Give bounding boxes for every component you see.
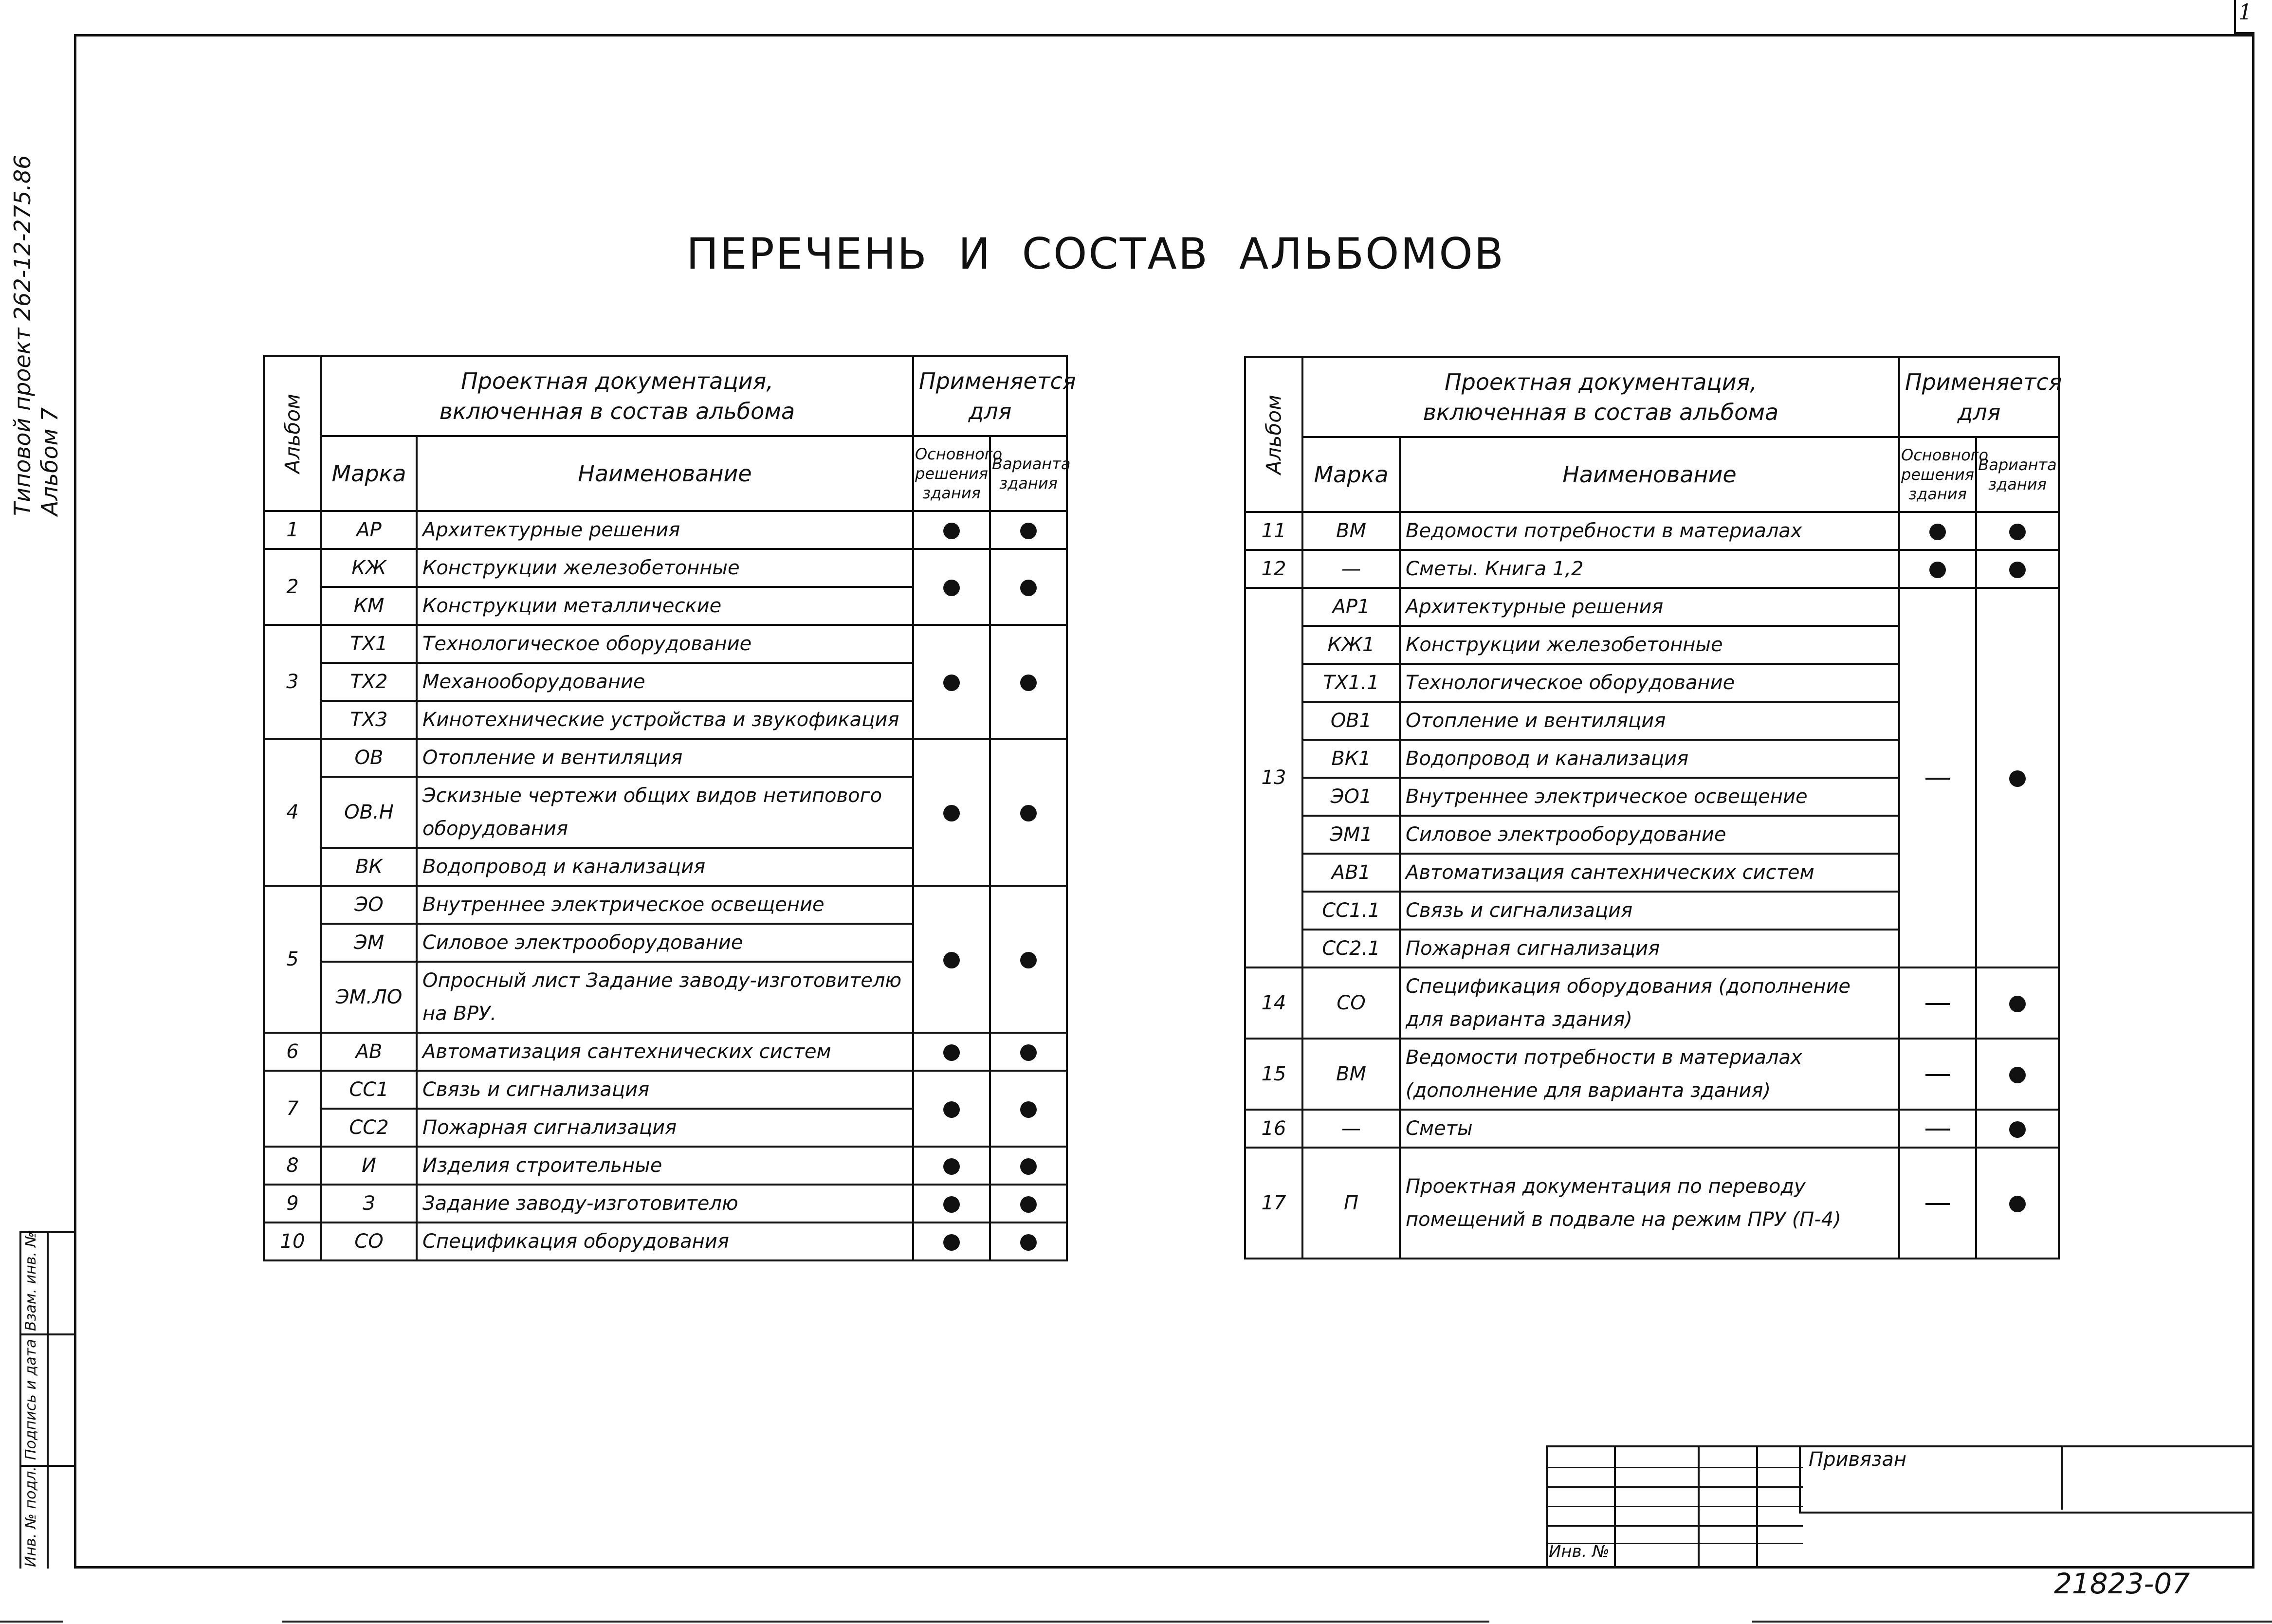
side-title-album: Альбом 7 bbox=[37, 407, 63, 516]
replacement-inv-label: Взам. инв. № bbox=[22, 1232, 39, 1331]
doc-name: Механооборудование bbox=[417, 663, 913, 701]
applies-basic bbox=[1899, 1148, 1976, 1259]
inv-original-label: Инв. № подл. bbox=[22, 1466, 39, 1567]
doc-name: Внутреннее электрическое освещение bbox=[417, 886, 913, 924]
applies-dot-icon bbox=[1020, 1158, 1037, 1175]
applies-variant bbox=[1976, 1148, 2059, 1259]
doc-name: Архитектурные решения bbox=[1400, 588, 1899, 626]
album-number: 8 bbox=[264, 1147, 321, 1185]
side-title-project: Типовой проект 262-12-275.86 bbox=[9, 155, 36, 516]
album-column-header bbox=[1245, 357, 1302, 512]
table-row bbox=[1245, 550, 2059, 588]
doc-name: Связь и сигнализация bbox=[417, 1071, 913, 1109]
applies-dot-icon bbox=[2009, 562, 2026, 578]
table-row bbox=[1245, 1148, 2059, 1259]
applies-dot-icon bbox=[1020, 523, 1037, 539]
doc-group-header: Проектная документация, включенная в состав альбома bbox=[1302, 357, 1899, 437]
doc-name: Ведомости потребности в материалах bbox=[1400, 512, 1899, 550]
doc-mark: КЖ bbox=[321, 549, 417, 587]
applies-basic bbox=[913, 1071, 990, 1147]
albums-table-left bbox=[263, 355, 1076, 1261]
applies-variant bbox=[1976, 1039, 2059, 1110]
doc-name: Автоматизация сантехнических систем bbox=[1400, 854, 1899, 892]
stamp-inv-label: Инв. № bbox=[1549, 1542, 1610, 1561]
album-number: 12 bbox=[1245, 550, 1302, 588]
album-number: 10 bbox=[264, 1223, 321, 1260]
doc-mark: П bbox=[1302, 1148, 1400, 1259]
doc-name: Пожарная сигнализация bbox=[1400, 930, 1899, 967]
album-number: 15 bbox=[1245, 1039, 1302, 1110]
side-title bbox=[9, 136, 77, 516]
doc-mark: — bbox=[1302, 550, 1400, 588]
doc-mark: ЭМ bbox=[321, 924, 417, 962]
name-column-header: Наименование bbox=[1400, 437, 1899, 512]
doc-name: Конструкции железобетонные bbox=[1400, 626, 1899, 664]
doc-mark: ЭМ.ЛО bbox=[321, 962, 417, 1033]
applies-dot-icon bbox=[2009, 770, 2026, 787]
table-row bbox=[264, 1185, 1067, 1223]
not-applies-dash-icon bbox=[1925, 778, 1950, 780]
applies-dot-icon bbox=[943, 1158, 960, 1175]
applies-basic bbox=[1899, 588, 1976, 967]
applies-dot-icon bbox=[943, 1196, 960, 1213]
doc-mark: АР bbox=[321, 511, 417, 549]
not-applies-dash-icon bbox=[1925, 1003, 1950, 1005]
applies-dot-icon bbox=[2009, 1067, 2026, 1083]
table-row bbox=[264, 625, 1067, 663]
doc-mark: СС2 bbox=[321, 1109, 417, 1147]
document-number: 21823-07 bbox=[2054, 1567, 2190, 1600]
applies-dot-icon bbox=[1020, 1101, 1037, 1118]
name-column-header: Наименование bbox=[417, 436, 913, 511]
applies-dot-icon bbox=[1020, 1234, 1037, 1251]
applies-dot-icon bbox=[2009, 524, 2026, 540]
album-number: 16 bbox=[1245, 1110, 1302, 1148]
table-row bbox=[1245, 588, 2059, 626]
doc-mark: ЭМ1 bbox=[1302, 816, 1400, 854]
applies-basic bbox=[1899, 1110, 1976, 1148]
doc-mark: СС2.1 bbox=[1302, 930, 1400, 967]
basic-column-header: Основного решения здания bbox=[1899, 437, 1976, 512]
applies-variant bbox=[990, 739, 1067, 886]
doc-name: Связь и сигнализация bbox=[1400, 892, 1899, 930]
applies-basic bbox=[913, 549, 990, 625]
applies-basic bbox=[1899, 512, 1976, 550]
applies-variant bbox=[990, 511, 1067, 549]
album-number: 17 bbox=[1245, 1148, 1302, 1259]
album-number: 5 bbox=[264, 886, 321, 1033]
doc-mark: СС1 bbox=[321, 1071, 417, 1109]
applies-group-header: Применяется для bbox=[1899, 357, 2059, 437]
table-row bbox=[264, 1033, 1067, 1071]
applies-dot-icon bbox=[1020, 805, 1037, 821]
applies-dot-icon bbox=[943, 675, 960, 691]
doc-mark: ЭО1 bbox=[1302, 778, 1400, 816]
table-row bbox=[264, 1223, 1067, 1260]
doc-mark: ВК1 bbox=[1302, 740, 1400, 778]
table-row bbox=[1245, 967, 2059, 1039]
doc-name: Водопровод и канализация bbox=[1400, 740, 1899, 778]
doc-mark: И bbox=[321, 1147, 417, 1185]
applies-variant bbox=[990, 1033, 1067, 1071]
doc-name: Отопление и вентиляция bbox=[417, 739, 913, 777]
album-column-header bbox=[264, 356, 321, 511]
doc-name: Автоматизация сантехнических систем bbox=[417, 1033, 913, 1071]
doc-name: Ведомости потребности в материалах (дополнение для варианта здания) bbox=[1400, 1039, 1899, 1110]
not-applies-dash-icon bbox=[1925, 1129, 1950, 1131]
mark-column-header: Марка bbox=[1302, 437, 1400, 512]
doc-name: Архитектурные решения bbox=[417, 511, 913, 549]
applies-basic bbox=[913, 625, 990, 739]
applies-dot-icon bbox=[943, 1044, 960, 1061]
album-number: 13 bbox=[1245, 588, 1302, 967]
applies-group-header: Применяется для bbox=[913, 356, 1067, 436]
applies-variant bbox=[990, 1223, 1067, 1260]
applies-dot-icon bbox=[2009, 996, 2026, 1012]
table-row bbox=[264, 511, 1067, 549]
applies-variant bbox=[1976, 588, 2059, 967]
doc-mark: СС1.1 bbox=[1302, 892, 1400, 930]
doc-name: Силовое электрооборудование bbox=[1400, 816, 1899, 854]
applies-variant bbox=[990, 549, 1067, 625]
applies-dot-icon bbox=[1020, 580, 1037, 596]
doc-mark: ВК bbox=[321, 848, 417, 886]
doc-mark: АВ bbox=[321, 1033, 417, 1071]
applies-dot-icon bbox=[943, 523, 960, 539]
applies-dot-icon bbox=[1020, 1196, 1037, 1213]
applies-variant bbox=[990, 1071, 1067, 1147]
applies-dot-icon bbox=[943, 1101, 960, 1118]
applies-variant bbox=[1976, 512, 2059, 550]
applies-variant bbox=[1976, 1110, 2059, 1148]
applies-variant bbox=[990, 625, 1067, 739]
sheet-number: 1 bbox=[2234, 0, 2254, 34]
left-approval-strip bbox=[19, 1231, 74, 1569]
applies-dot-icon bbox=[1929, 562, 1946, 578]
doc-mark: ТХ1.1 bbox=[1302, 664, 1400, 702]
album-number: 1 bbox=[264, 511, 321, 549]
table-row bbox=[264, 739, 1067, 777]
mark-column-header: Марка bbox=[321, 436, 417, 511]
applies-basic bbox=[1899, 1039, 1976, 1110]
applies-dot-icon bbox=[943, 580, 960, 596]
basic-column-header: Основного решения здания bbox=[913, 436, 990, 511]
doc-mark: ТХ1 bbox=[321, 625, 417, 663]
doc-name: Силовое электрооборудование bbox=[417, 924, 913, 962]
doc-mark: ВМ bbox=[1302, 1039, 1400, 1110]
signature-date-label: Подпись и дата bbox=[22, 1339, 39, 1460]
album-header-label: Альбом bbox=[1262, 395, 1286, 474]
applies-dot-icon bbox=[943, 1234, 960, 1251]
applies-dot-icon bbox=[1929, 524, 1946, 540]
doc-mark: ЭО bbox=[321, 886, 417, 924]
doc-mark: ОВ bbox=[321, 739, 417, 777]
applies-variant bbox=[990, 886, 1067, 1033]
applies-dot-icon bbox=[943, 805, 960, 821]
applies-variant bbox=[1976, 967, 2059, 1039]
albums-table-right bbox=[1244, 356, 2060, 1259]
applies-dot-icon bbox=[1020, 675, 1037, 691]
applies-basic bbox=[913, 1033, 990, 1071]
applies-basic bbox=[913, 1223, 990, 1260]
applies-variant bbox=[990, 1185, 1067, 1223]
doc-name: Изделия строительные bbox=[417, 1147, 913, 1185]
not-applies-dash-icon bbox=[1925, 1074, 1950, 1076]
variant-column-header: Варианта здания bbox=[1976, 437, 2059, 512]
doc-mark: ОВ1 bbox=[1302, 702, 1400, 740]
album-number: 3 bbox=[264, 625, 321, 739]
applies-basic bbox=[913, 739, 990, 886]
table-row bbox=[264, 886, 1067, 924]
doc-mark: ВМ bbox=[1302, 512, 1400, 550]
not-applies-dash-icon bbox=[1925, 1203, 1950, 1205]
doc-mark: КЖ1 bbox=[1302, 626, 1400, 664]
album-number: 14 bbox=[1245, 967, 1302, 1039]
album-header-label: Альбом bbox=[280, 394, 305, 474]
applies-dot-icon bbox=[2009, 1121, 2026, 1138]
doc-mark: СО bbox=[1302, 967, 1400, 1039]
applies-dot-icon bbox=[943, 952, 960, 968]
album-number: 7 bbox=[264, 1071, 321, 1147]
doc-name: Технологическое оборудование bbox=[1400, 664, 1899, 702]
doc-name: Задание заводу-изготовителю bbox=[417, 1185, 913, 1223]
doc-name: Технологическое оборудование bbox=[417, 625, 913, 663]
variant-column-header: Варианта здания bbox=[990, 436, 1067, 511]
doc-name: Водопровод и канализация bbox=[417, 848, 913, 886]
stamp-bound-label: Привязан bbox=[1809, 1448, 1907, 1471]
doc-group-header: Проектная документация, включенная в состав альбома bbox=[321, 356, 913, 436]
doc-mark: КМ bbox=[321, 587, 417, 625]
album-number: 4 bbox=[264, 739, 321, 886]
doc-mark: АВ1 bbox=[1302, 854, 1400, 892]
applies-basic bbox=[913, 1185, 990, 1223]
doc-mark: З bbox=[321, 1185, 417, 1223]
doc-name: Внутреннее электрическое освещение bbox=[1400, 778, 1899, 816]
applies-basic bbox=[1899, 550, 1976, 588]
table-row bbox=[264, 1147, 1067, 1185]
doc-name: Конструкции железобетонные bbox=[417, 549, 913, 587]
doc-name: Сметы. Книга 1,2 bbox=[1400, 550, 1899, 588]
doc-name: Эскизные чертежи общих видов нетипового оборудования bbox=[417, 777, 913, 848]
album-number: 6 bbox=[264, 1033, 321, 1071]
table-row bbox=[1245, 512, 2059, 550]
doc-name: Опросный лист Задание заводу-изготовителю на ВРУ. bbox=[417, 962, 913, 1033]
album-number: 2 bbox=[264, 549, 321, 625]
applies-dot-icon bbox=[1020, 952, 1037, 968]
applies-variant bbox=[990, 1147, 1067, 1185]
table-row bbox=[264, 549, 1067, 587]
table-row bbox=[264, 1071, 1067, 1109]
doc-name: Сметы bbox=[1400, 1110, 1899, 1148]
doc-name: Спецификация оборудования bbox=[417, 1223, 913, 1260]
applies-basic bbox=[913, 1147, 990, 1185]
album-number: 11 bbox=[1245, 512, 1302, 550]
applies-basic bbox=[1899, 967, 1976, 1039]
doc-name: Пожарная сигнализация bbox=[417, 1109, 913, 1147]
doc-name: Кинотехнические устройства и звукофикация bbox=[417, 701, 913, 739]
applies-variant bbox=[1976, 550, 2059, 588]
title-block-stamp bbox=[1546, 1445, 2254, 1569]
bottom-edge-line bbox=[282, 1621, 1489, 1623]
doc-mark: АР1 bbox=[1302, 588, 1400, 626]
bottom-edge-line bbox=[0, 1621, 63, 1623]
doc-mark: ТХ3 bbox=[321, 701, 417, 739]
table-row bbox=[1245, 1110, 2059, 1148]
applies-dot-icon bbox=[1020, 1044, 1037, 1061]
doc-mark: — bbox=[1302, 1110, 1400, 1148]
doc-name: Спецификация оборудования (дополнение для варианта здания) bbox=[1400, 967, 1899, 1039]
bottom-edge-line bbox=[1752, 1621, 2272, 1623]
page-title: ПЕРЕЧЕНЬ И СОСТАВ АЛЬБОМОВ bbox=[686, 229, 1505, 279]
table-row bbox=[1245, 1039, 2059, 1110]
applies-basic bbox=[913, 511, 990, 549]
doc-mark: СО bbox=[321, 1223, 417, 1260]
album-number: 9 bbox=[264, 1185, 321, 1223]
doc-name: Проектная документация по переводу помещений в подвале на режим ПРУ (П-4) bbox=[1400, 1148, 1899, 1259]
doc-mark: ТХ2 bbox=[321, 663, 417, 701]
doc-name: Конструкции металлические bbox=[417, 587, 913, 625]
applies-dot-icon bbox=[2009, 1196, 2026, 1212]
doc-mark: ОВ.Н bbox=[321, 777, 417, 848]
applies-basic bbox=[913, 886, 990, 1033]
doc-name: Отопление и вентиляция bbox=[1400, 702, 1899, 740]
